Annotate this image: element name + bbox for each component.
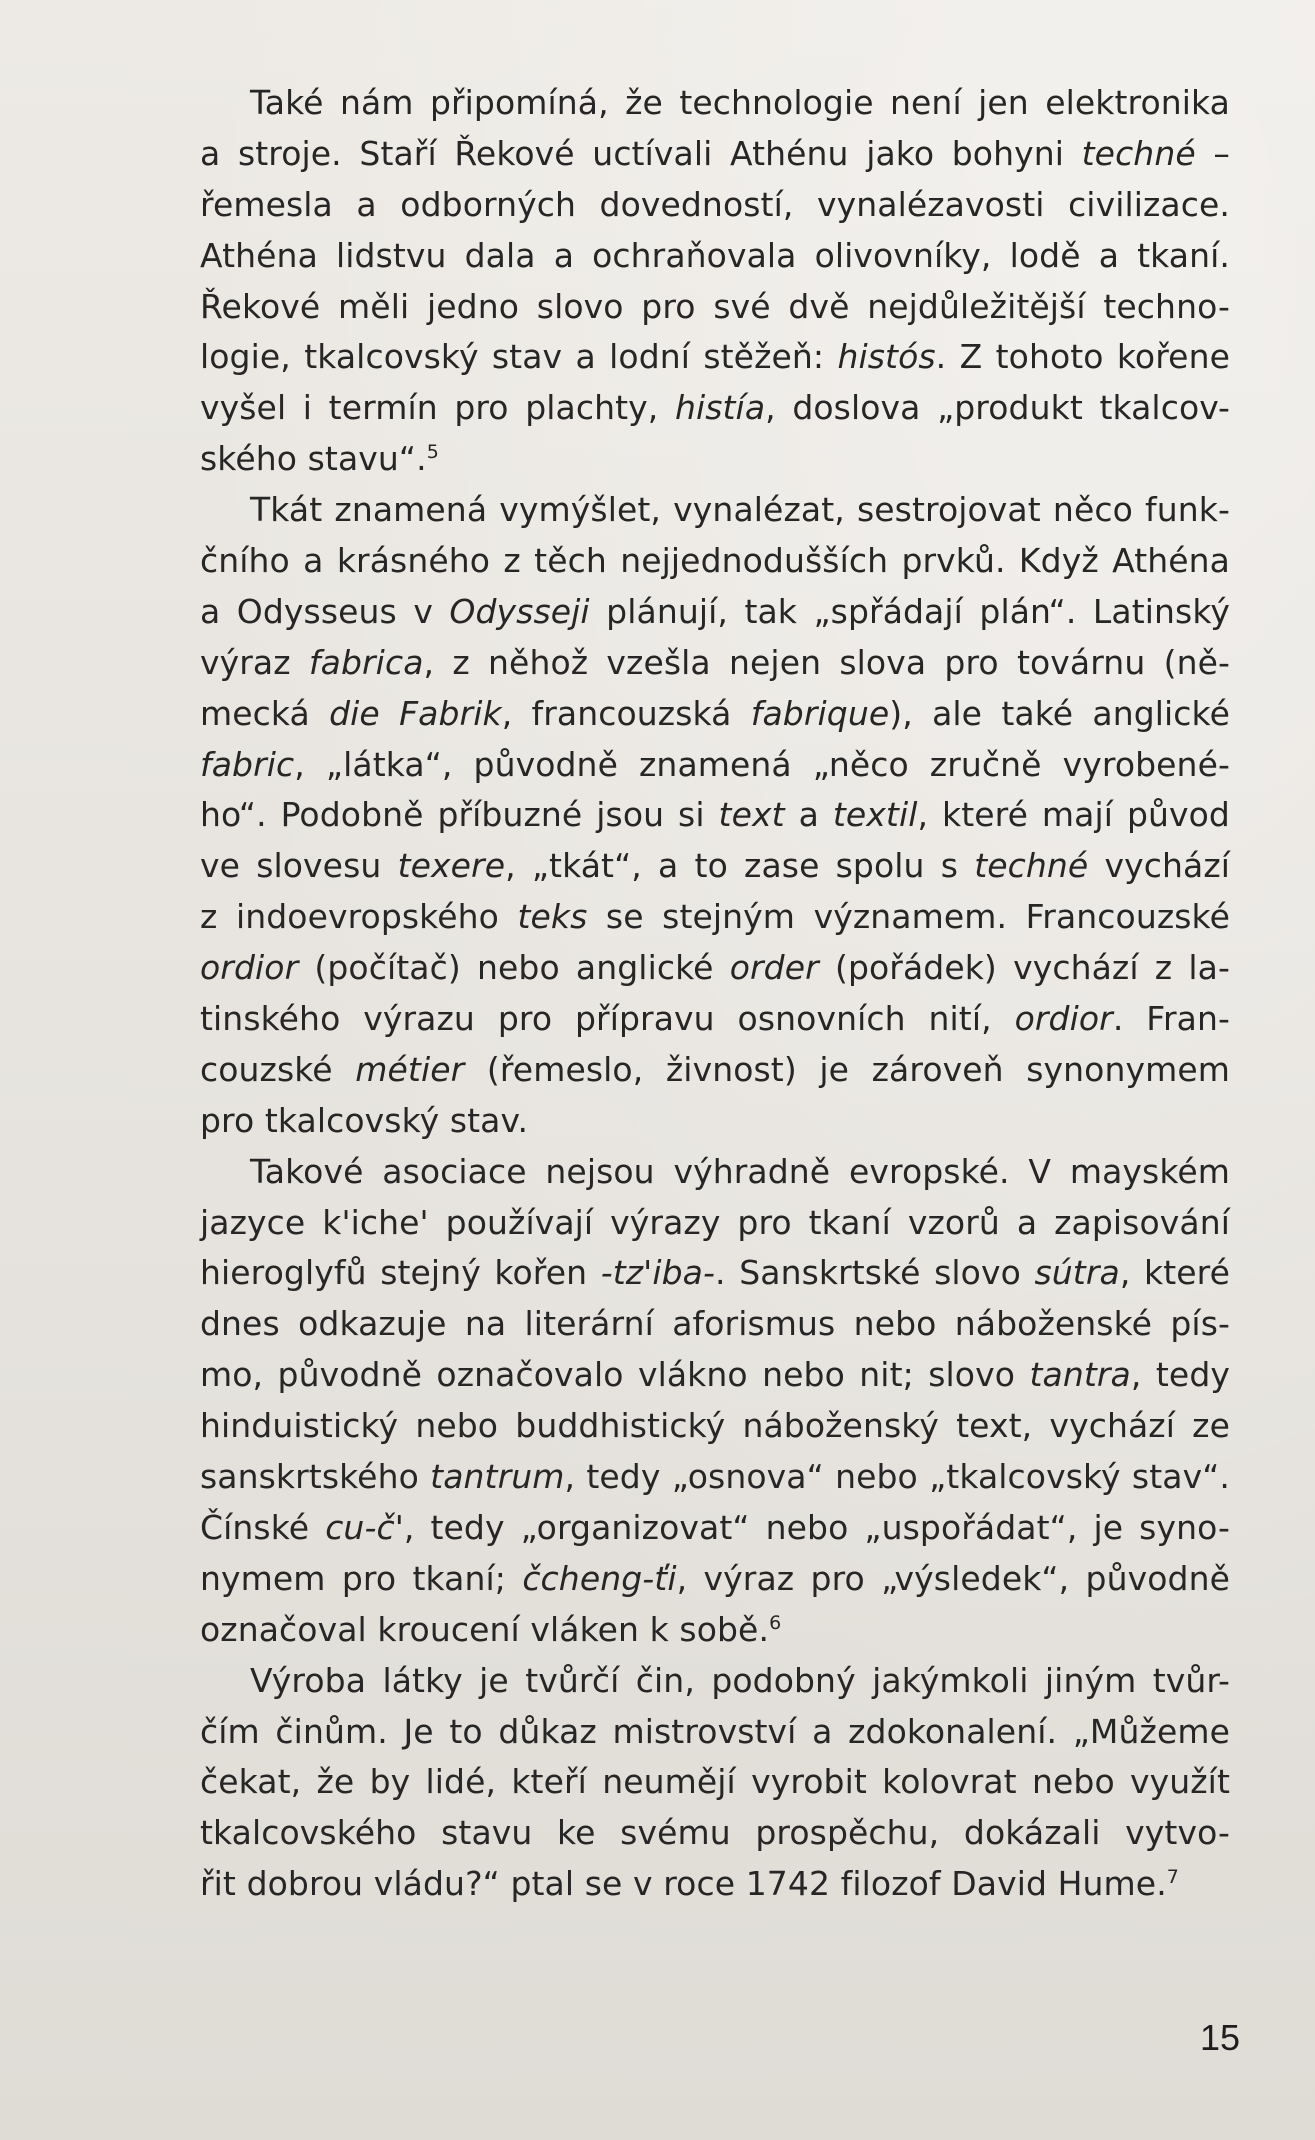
text-segment: čního a krásného z těch nejjednodušších prvků. Když Athéna [200,541,1230,581]
text-segment: čím činům. Je to důkaz mistrovství a zdokonalení. „Můžeme [200,1711,1230,1751]
text-segment: Čínské [200,1507,326,1547]
text-segment: – [1195,133,1230,173]
text-line [200,1198,1230,1249]
italic-term: histía [674,388,766,428]
text-line [200,1452,1230,1503]
italic-term: teks [517,897,588,937]
text-segment: , tedy „organizovat“ nebo „uspořádat“, je syno- [403,1507,1230,1547]
text-segment: couzské [200,1049,356,1089]
text-line [200,1045,1230,1096]
text-segment: označoval kroucení vláken k sobě. [200,1609,770,1649]
paragraph-first-line [200,1147,1230,1198]
text-segment: řemesla a odborných dovedností, vynalézavosti civilizace. [200,184,1230,224]
text-segment: Řekové měli jedno slovo pro své dvě nejdůležitější techno- [200,286,1230,326]
text-line [200,1757,1230,1808]
text-line [200,1248,1230,1299]
text-segment: . Fran- [1112,999,1231,1039]
text-segment: , „látka“, původně znamená „něco zručně vyrobené- [294,744,1230,784]
text-segment: z indoevropského [200,897,518,937]
text-segment: , které mají původ [917,795,1230,835]
text-line [200,1299,1230,1350]
text-segment: hinduistický nebo buddhistický náboženský text, vychází ze [200,1406,1230,1446]
italic-term: order [729,948,819,988]
text-line [200,943,1230,994]
text-segment: ve slovesu [200,846,398,886]
page-number: 15 [1200,2017,1241,2058]
text-line [200,1554,1230,1605]
italic-term: techné [1081,133,1196,173]
italic-term: text [718,795,785,835]
text-line [200,434,1230,485]
italic-term: ordior [200,948,299,988]
text-line [200,536,1230,587]
text-line [200,1503,1230,1554]
italic-term: Odysseji [449,591,590,631]
italic-term: čcheng-ťi [522,1558,677,1598]
text-segment: . Z tohoto kořene [935,337,1230,377]
italic-term: cu-č' [325,1507,404,1547]
italic-term: histós [837,337,936,377]
text-line [200,1859,1230,1910]
text-line [200,231,1230,282]
text-segment: vychází [1088,846,1231,886]
text-segment: nymem pro tkaní; [200,1558,523,1598]
text-segment: ), ale také anglické [889,693,1230,733]
text-segment: Athéna lidstvu dala a ochraňovala olivovníky, lodě a tkaní. [200,235,1230,275]
text-line [200,841,1230,892]
text-segment: (řemeslo, živnost) je zároveň synonymem [464,1049,1230,1089]
text-segment: tkalcovského stavu ke svému prospěchu, dokázali vytvo- [200,1813,1230,1853]
text-segment: pro tkalcovský stav. [200,1100,529,1140]
text-line [200,332,1230,383]
text-segment: , doslova „produkt tkalcov- [765,388,1230,428]
italic-term: -tz'iba- [600,1253,716,1293]
text-segment: , výraz pro „výsledek“, původně [676,1558,1230,1598]
text-line [200,1096,1230,1147]
italic-term: fabrica [308,642,424,682]
text-line [200,638,1230,689]
text-segment: tinského výrazu pro přípravu osnovních nití, [200,999,1015,1039]
text-line [200,129,1230,180]
text-segment: ho“. Podobně příbuzné jsou si [200,795,719,835]
italic-term: ordior [1014,999,1113,1039]
paragraph-first-line [200,1656,1230,1707]
text-segment: Také nám připomíná, že technologie není jen elektronika [250,83,1230,122]
footnote-reference: 7 [1166,1866,1179,1889]
text-line [200,587,1230,638]
italic-term: texere [397,846,506,886]
text-segment: řit dobrou vládu?“ ptal se v roce 1742 filozof David Hume. [200,1864,1167,1904]
italic-term: métier [355,1049,465,1089]
text-line [200,689,1230,740]
text-segment: jazyce k'iche' používají výrazy pro tkaní vzorů a zapisování [200,1202,1230,1242]
text-segment: logie, tkalcovský stav a lodní stěžeň: [200,337,838,377]
text-line [200,994,1230,1045]
text-line [200,892,1230,943]
text-segment: , které [1119,1253,1231,1293]
italic-term: fabric [200,744,295,784]
footnote-reference: 6 [769,1611,782,1634]
text-line [200,740,1230,791]
text-segment: vyšel i termín pro plachty, [200,388,675,428]
italic-term: tantrum [430,1457,565,1497]
text-segment: , tedy „osnova“ nebo „tkalcovský stav“. [564,1457,1230,1497]
italic-term: die Fabrik [329,693,502,733]
text-segment: , „tkát“, a to zase spolu s [505,846,975,886]
text-segment: plánují, tak „spřádají plán“. Latinský [589,591,1230,631]
body-text [200,78,1230,1910]
text-segment: , tedy [1130,1355,1230,1395]
text-segment: mecká [200,693,330,733]
footnote-reference: 5 [426,441,439,464]
text-line [200,282,1230,333]
paragraph-first-line [200,485,1230,536]
italic-term: fabrique [750,693,890,733]
text-segment: výraz [200,642,309,682]
text-segment: , z něhož vzešla nejen slova pro továrnu (ně- [423,642,1230,682]
text-segment: a Odysseus v [200,591,450,631]
text-line [200,1605,1230,1656]
text-segment: Tkát znamená vymýšlet, vynalézat, sestrojovat něco funk- [250,490,1230,530]
text-segment: (počítač) nebo anglické [298,948,730,988]
text-segment: mo, původně označovalo vlákno nebo nit; slovo [200,1355,1030,1395]
text-segment: Výroba látky je tvůrčí čin, podobný jakýmkoli jiným tvůr- [250,1660,1230,1700]
text-segment: Takové asociace nejsou výhradně evropské. V mayském [250,1151,1230,1191]
text-line [200,790,1230,841]
text-segment: a [784,795,833,835]
italic-term: techné [974,846,1089,886]
text-segment: sanskrtského [200,1457,431,1497]
paragraph-first-line [200,78,1230,129]
text-segment: . Sanskrtské slovo [715,1253,1035,1293]
text-segment: ského stavu“. [200,439,427,479]
text-line [200,180,1230,231]
text-segment: hieroglyfů stejný kořen [200,1253,601,1293]
text-segment: čekat, že by lidé, kteří neumějí vyrobit kolovrat nebo využít [200,1762,1230,1802]
text-line [200,383,1230,434]
italic-term: textil [832,795,918,835]
text-segment: , francouzská [501,693,751,733]
italic-term: sútra [1034,1253,1120,1293]
text-line [200,1350,1230,1401]
text-segment: (pořádek) vychází z la- [818,948,1230,988]
text-line [200,1401,1230,1452]
text-segment: a stroje. Staří Řekové uctívali Athénu jako bohyni [200,133,1082,173]
text-segment: dnes odkazuje na literární aforismus nebo náboženské pís- [200,1304,1230,1344]
italic-term: tantra [1029,1355,1131,1395]
text-line [200,1808,1230,1859]
text-segment: se stejným významem. Francouzské [587,897,1230,937]
text-line [200,1707,1230,1758]
